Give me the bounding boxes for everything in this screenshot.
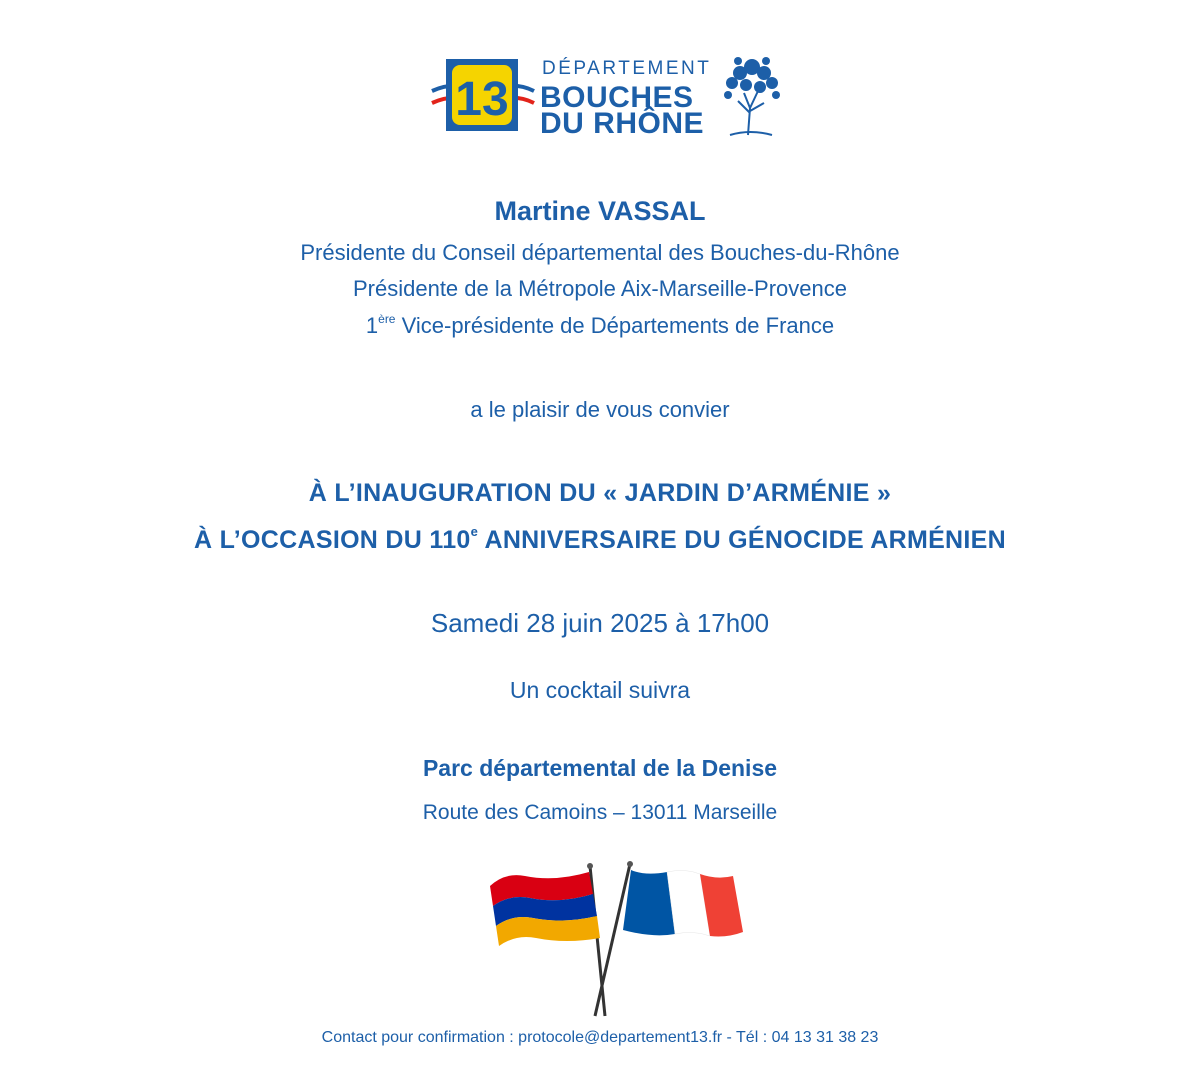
host-title-3-sup: ère	[378, 312, 396, 326]
logo-name-line2: DU RHÔNE	[540, 107, 705, 140]
olive-tree-icon	[710, 53, 790, 138]
france-flag-icon	[623, 870, 743, 937]
event-line-2-sup: e	[470, 524, 479, 539]
host-title-3	[0, 312, 1200, 339]
venue-address: Route des Camoins – 13011 Marseille	[422, 801, 778, 824]
crossed-flags	[485, 858, 745, 1018]
event-line-2-rest: ANNIVERSAIRE DU GÉNOCIDE ARMÉNIEN	[478, 526, 1006, 554]
contact-info: Contact pour confirmation : protocole@departement13.fr - Tél : 04 13 31 38 23	[321, 1029, 879, 1046]
venue-name: Parc départemental de la Denise	[422, 755, 778, 781]
cocktail-note: Un cocktail suivra	[509, 677, 691, 703]
department-logo	[430, 55, 800, 140]
event-line-2-prefix: À L’OCCASION DU 110	[194, 526, 471, 554]
host-title-2: Présidente de la Métropole Aix-Marseille-Provence	[352, 276, 847, 301]
logo-department-label: DÉPARTEMENT	[542, 58, 712, 79]
host-title-3-rest: Vice-présidente de Départements de France	[395, 313, 835, 338]
event-line-1: À L’INAUGURATION DU « JARDIN D’ARMÉNIE »	[308, 479, 892, 507]
host-title-1: Présidente du Conseil départemental des Bouches-du-Rhône	[300, 240, 900, 265]
logo-name-line1: BOUCHES	[540, 81, 694, 114]
badge-number: 13	[455, 73, 509, 126]
badge-13-icon	[430, 55, 535, 135]
host-title-3-prefix: 1	[365, 313, 379, 338]
armenia-flag-icon	[490, 872, 600, 946]
host-name: Martine VASSAL	[494, 196, 706, 226]
invitation-text: a le plaisir de vous convier	[470, 397, 730, 422]
event-line-2	[0, 524, 1200, 555]
event-date: Samedi 28 juin 2025 à 17h00	[430, 608, 770, 638]
